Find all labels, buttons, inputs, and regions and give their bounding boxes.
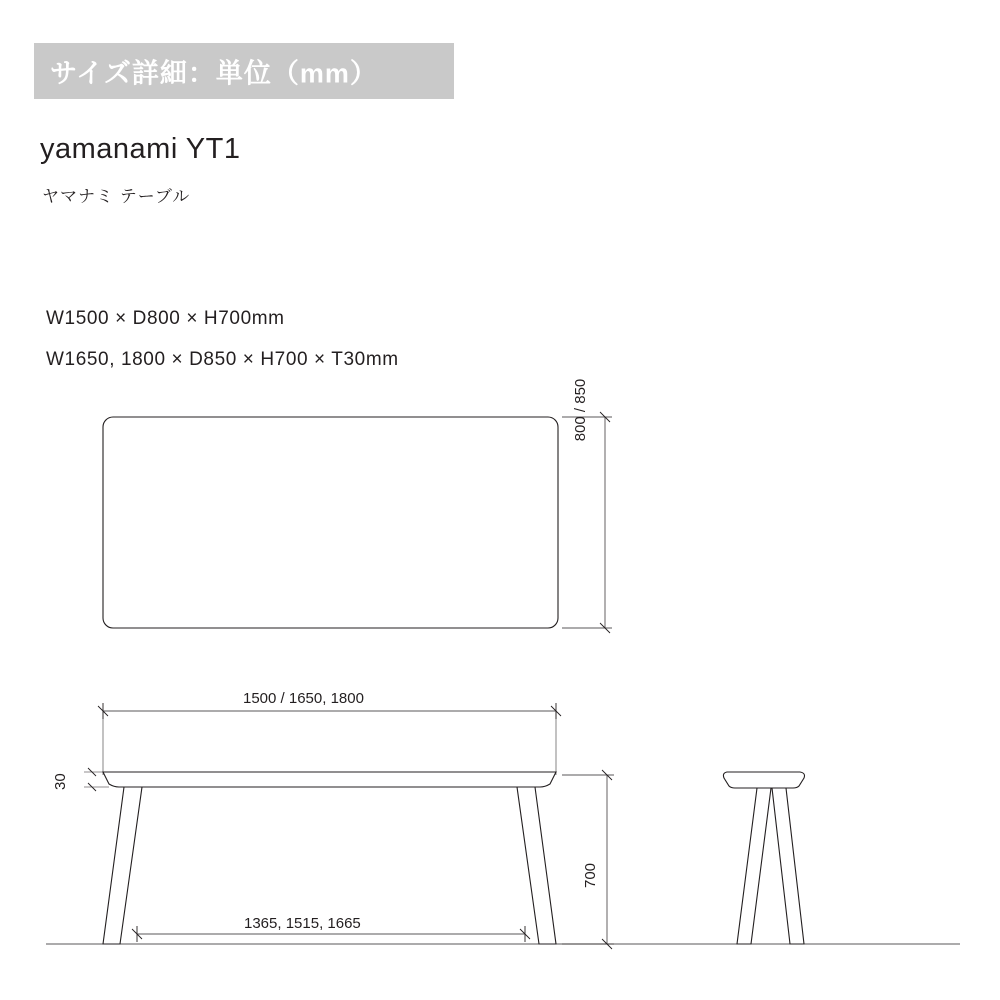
dim-label-leg-span: 1365, 1515, 1665 — [244, 915, 361, 932]
side-view-tabletop — [723, 772, 804, 788]
page-title: yamanami YT1 — [40, 133, 241, 165]
dim-label-width: 1500 / 1650, 1800 — [243, 690, 364, 707]
side-view-leg-right — [772, 788, 804, 944]
front-view-leg-left — [103, 787, 142, 944]
section-header-label: サイズ詳細：単位（mm） — [50, 58, 378, 89]
spec-line-primary: W1500 × D800 × H700mm — [46, 308, 285, 329]
front-view-leg-right — [517, 787, 556, 944]
top-view-tabletop — [103, 417, 558, 628]
spec-line-secondary: W1650, 1800 × D850 × H700 × T30mm — [46, 349, 399, 370]
dim-label-thickness: 30 — [52, 773, 69, 790]
front-view-tabletop — [103, 772, 556, 787]
dim-label-depth: 800 / 850 — [572, 378, 589, 442]
side-view-leg-left — [737, 788, 771, 944]
dim-label-height: 700 — [582, 862, 599, 888]
product-subtitle: ヤマナミ テーブル — [42, 187, 191, 206]
